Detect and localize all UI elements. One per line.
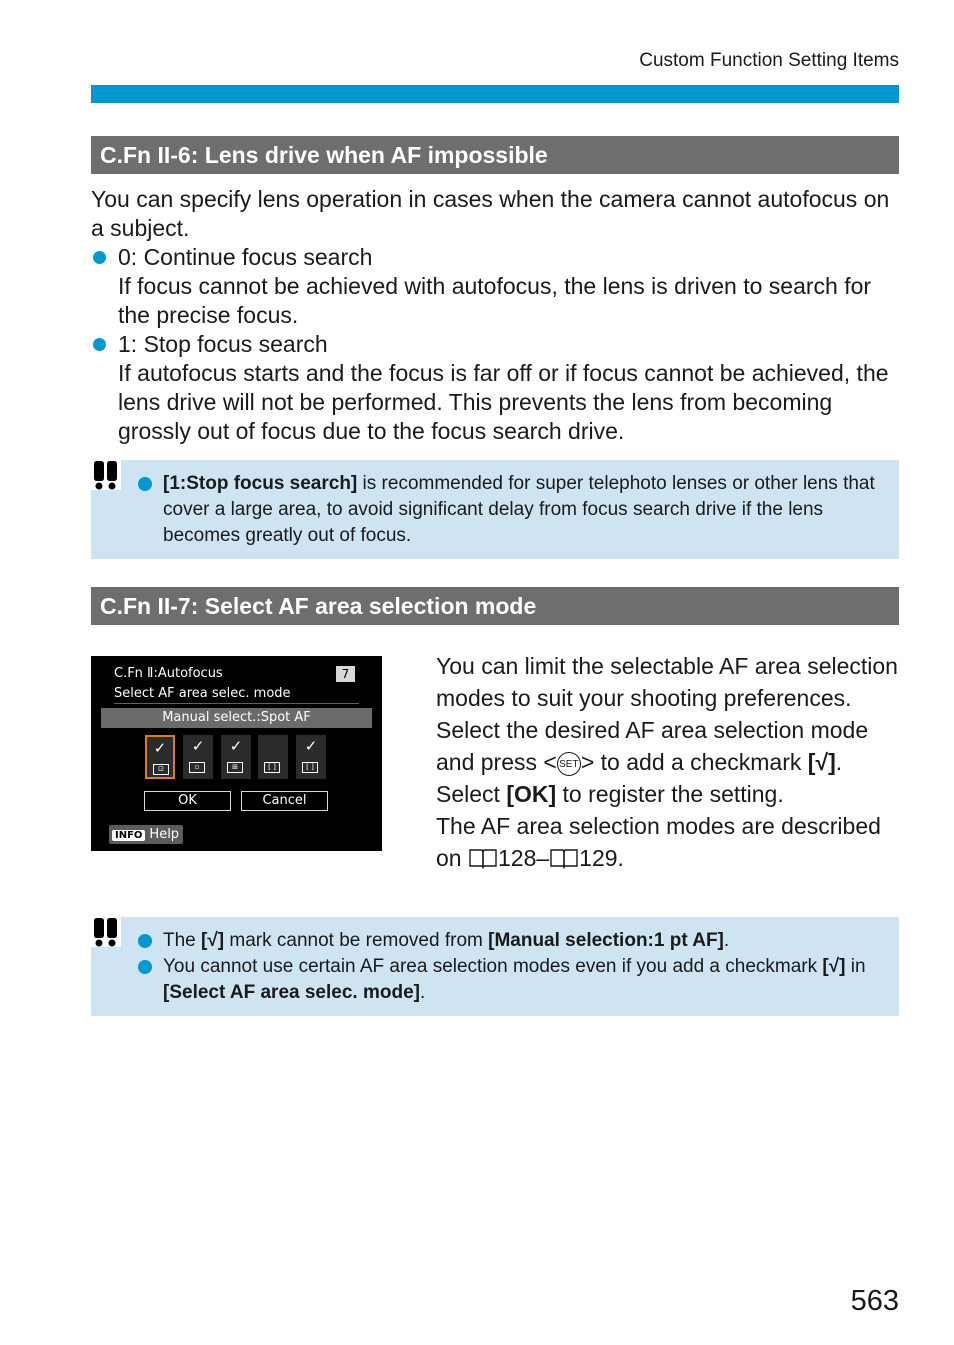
para2-text-a: The AF area selection modes are described on: [436, 813, 881, 871]
para1-text-b: > to add a checkmark: [580, 749, 808, 775]
bullet-icon: [138, 477, 152, 491]
caution-item: [138, 471, 883, 549]
af-mode-checkbox[interactable]: [145, 735, 175, 779]
large-zone-af-icon: [ ]: [264, 762, 280, 773]
bullet-icon: [138, 934, 152, 948]
caution-text: The: [163, 930, 202, 951]
caution-item: [138, 954, 888, 1006]
spot-af-icon: ⊡: [153, 764, 169, 775]
caution-bold: [1:Stop focus search]: [163, 473, 358, 494]
page-ref-dash: –: [536, 845, 550, 871]
caution-item: [138, 928, 888, 954]
screen-divider: [114, 703, 359, 704]
auto-af-icon: [ ]: [302, 762, 318, 773]
option-label: 1: Stop focus search: [118, 331, 328, 357]
cancel-button[interactable]: Cancel: [241, 791, 328, 811]
check-icon: ✓: [304, 737, 318, 755]
option-desc: If focus cannot be achieved with autofocus, the lens is driven to search for the precise focus.: [118, 273, 872, 328]
option-label: 0: Continue focus search: [118, 244, 373, 270]
check-icon: ✓: [153, 739, 167, 757]
section1-intro: You can specify lens operation in cases when the camera cannot autofocus on a subject.: [91, 186, 890, 241]
caution-text: .: [419, 982, 426, 1003]
caution-text: You cannot use certain AF area selection modes even if you add a checkmark: [163, 956, 823, 977]
checkmark-label: [√]: [822, 956, 846, 977]
checkmark-label: [√]: [807, 749, 836, 775]
section2-para1: [436, 650, 901, 810]
caution-text: .: [723, 930, 730, 951]
page-number: 563: [850, 1285, 899, 1317]
para1-text-a: You can limit the selectable AF area selection modes to suit your shooting preferences. Select the desired AF area selection mode and press <: [436, 653, 898, 775]
caution-text: mark cannot be removed from: [224, 930, 489, 951]
help-button[interactable]: [109, 825, 183, 844]
page-ref-link[interactable]: 128: [497, 845, 537, 871]
caution-icon: [91, 917, 121, 947]
screen-subtitle: Select AF area selec. mode: [114, 686, 291, 701]
section-title-lens-drive: C.Fn II-6: Lens drive when AF impossible: [91, 136, 899, 174]
check-icon: ✓: [191, 737, 205, 755]
screen-page-badge: 7: [336, 666, 355, 682]
single-point-af-icon: ▫: [189, 762, 205, 773]
set-button-icon: SET: [557, 752, 581, 776]
info-icon: INFO: [112, 830, 145, 841]
option-item: [91, 243, 899, 330]
bullet-icon: [138, 960, 152, 974]
ok-button[interactable]: OK: [144, 791, 231, 811]
screen-selected-mode: Manual select.:Spot AF: [101, 708, 372, 728]
af-mode-checkbox[interactable]: [296, 735, 326, 779]
section2-body: [436, 650, 901, 874]
ok-label: [OK]: [506, 781, 557, 807]
para1-text-d: to register the setting.: [556, 781, 784, 807]
caution-icon: [91, 460, 121, 490]
option-item: [91, 330, 899, 446]
option-desc: If autofocus starts and the focus is far off or if focus cannot be achieved, the lens drive will not be performed. This prevents the lens from becoming grossly out of focus due to the focus search drive.: [118, 360, 889, 444]
af-mode-checkbox[interactable]: [183, 735, 213, 779]
caution-bold: [Manual selection:1 pt AF]: [488, 930, 724, 951]
bullet-icon: [93, 251, 106, 264]
check-icon: ✓: [229, 737, 243, 755]
screen-title: C.Fn Ⅱ:Autofocus: [114, 666, 223, 681]
bullet-icon: [93, 338, 106, 351]
book-icon: [549, 847, 579, 869]
caution-box: [91, 460, 899, 559]
camera-menu-screen: [91, 656, 382, 851]
checkmark-label: [√]: [201, 930, 225, 951]
caution-bold: [Select AF area selec. mode]: [163, 982, 420, 1003]
section1-body: [91, 185, 899, 446]
section2-para2: [436, 810, 901, 874]
para1-text-c: . Select: [436, 749, 843, 807]
af-mode-checkbox[interactable]: [258, 735, 288, 779]
para2-end: .: [617, 845, 624, 871]
caution-box: [91, 917, 899, 1016]
section-title-af-area: C.Fn II-7: Select AF area selection mode: [91, 587, 899, 625]
running-head: Custom Function Setting Items: [639, 50, 899, 71]
caution-text: is recommended for super telephoto lenses or other lens that cover a large area, to avoid significant delay from focus search drive if the lens becomes greatly out of focus.: [163, 473, 875, 546]
help-label: Help: [149, 827, 180, 842]
page-ref-link[interactable]: 129: [579, 845, 618, 871]
af-mode-checkbox[interactable]: [221, 735, 251, 779]
book-icon: [468, 847, 498, 869]
top-bar: [91, 85, 899, 103]
zone-af-icon: ⊞: [227, 762, 243, 773]
caution-text: in: [845, 956, 866, 977]
